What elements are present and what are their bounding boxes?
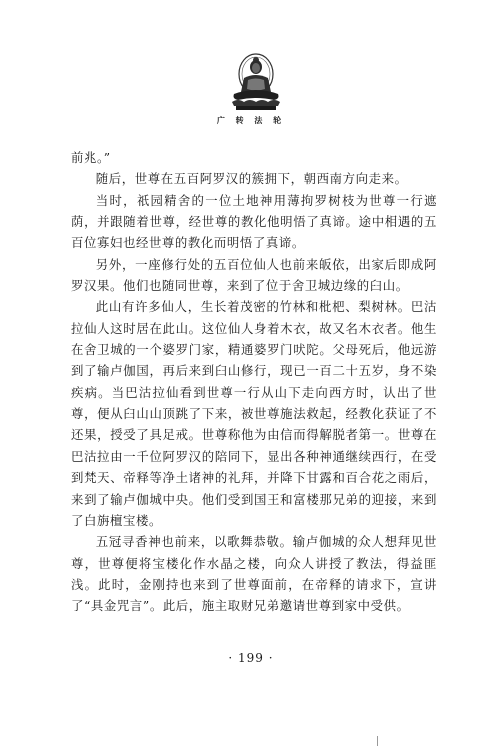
page-number: · 199 · xyxy=(228,651,274,665)
paragraph: 五冠寻香神也前来，以歌舞恭敬。输卢伽城的众人想拜见世尊，世尊便将宝楼化作水晶之楼，向众人讲授了教法，得益匪浅。此时，金刚持也来到了世尊面前，在帝释的请求下，宣讲了“具金咒言”。此后，施主取财兄弟邀请世尊到家中受供。 xyxy=(71,534,437,614)
paragraph: 此山有许多仙人，生长着茂密的竹林和枇杷、梨树林。巴沽拉仙人这时居在此山。这位仙人身着木衣，故又名木衣者。他生在舍卫城的一个婆罗门家，精通婆罗门吠陀。父母死后，他远游到了输卢伽国，再后来到臼山修行，现已一百二十五岁，身不染疾病。当巴沽拉仙看到世尊一行从山下走向西方时，认出了世尊，便从臼山山顶跳了下来，被世尊施法救起，经教化获证了不还果，授受了具足戒。世尊称他为由信而得解脱者第一。世尊在巴沽拉由一千位阿罗汉的陪同下，显出各种神通继续西行，在受到梵天、帝释等净土诸神的礼拜，并降下甘露和百合花之雨后，来到了输卢伽城中央。他们受到国王和富楼那兄弟的迎接，来到了白旃檀宝楼。 xyxy=(71,299,437,528)
header-caption: 广 转 法 轮 xyxy=(216,115,286,125)
paragraph: 前兆。” xyxy=(71,150,111,165)
paragraph: 当时，祇园精舍的一位土地神用薄拘罗树枝为世尊一行遮荫，并跟随着世尊，经世尊的教化他明悟了真谛。途中相遇的五百位寡妇也经世尊的教化而明悟了真谛。 xyxy=(71,192,437,251)
body-text xyxy=(71,147,437,617)
seated-buddha-icon xyxy=(224,50,288,112)
paragraph: 随后，世尊在五百阿罗汉的簇拥下，朝西南方向走来。 xyxy=(95,171,408,187)
paragraph: 另外，一座修行处的五百位仙人也前来皈依，出家后即成阿罗汉果。他们也随同世尊，来到了位于舍卫城边缘的臼山。 xyxy=(71,256,437,294)
margin-mark xyxy=(377,736,378,746)
